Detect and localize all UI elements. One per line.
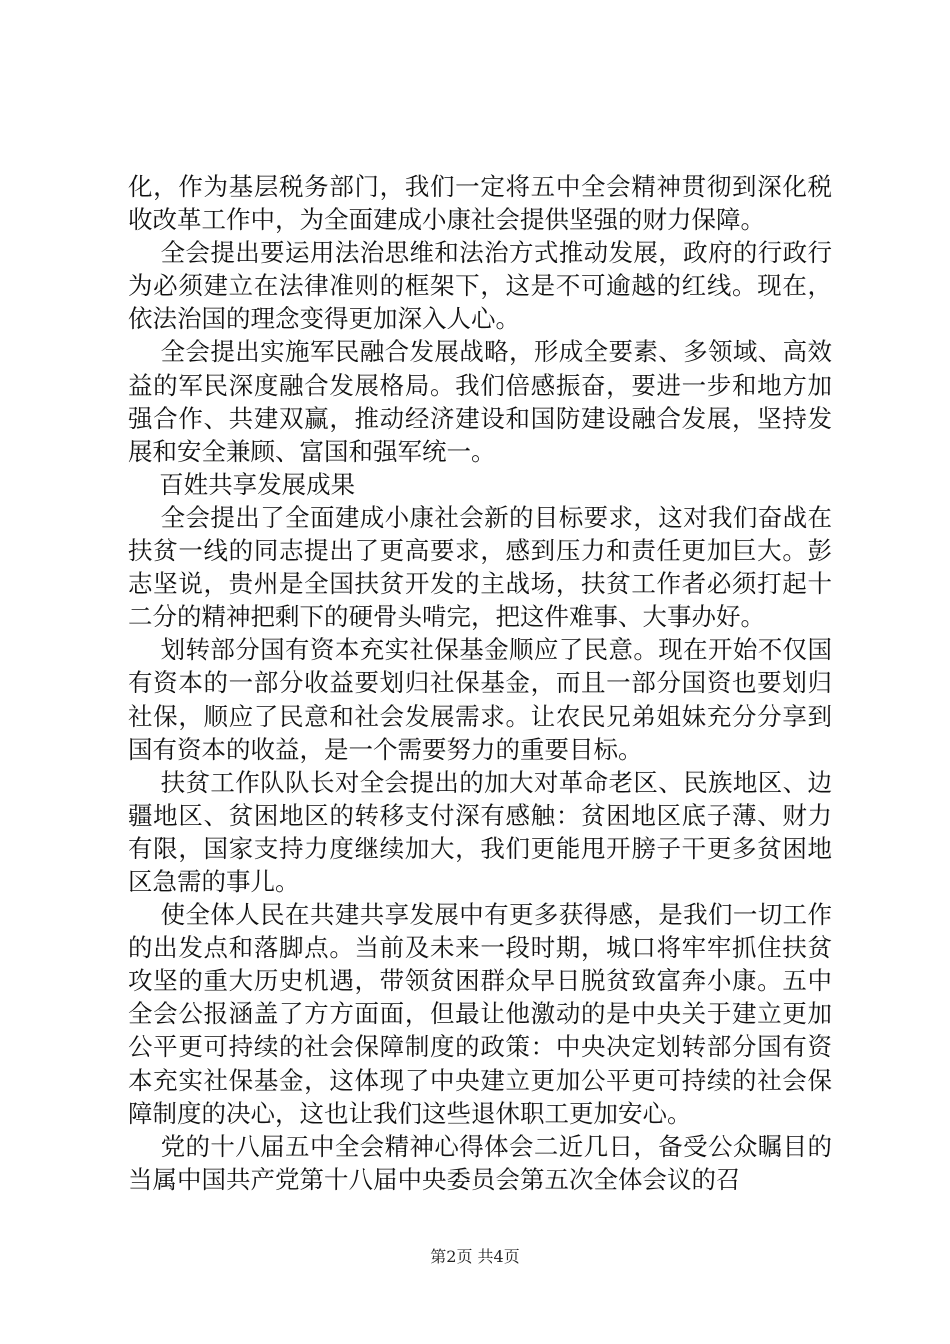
- page-footer: 第2页 共4页: [430, 1247, 520, 1266]
- paragraph-3: 全会提出实施军民融合发展战略，形成全要素、多领域、高效益的军民深度融合发展格局。我们倍感振奋，要进一步和地方加强合作、共建双赢，推动经济建设和国防建设融合发展，坚持发展和安全兼顾、富国和强军统一。: [128, 337, 833, 466]
- paragraph-2: 全会提出要运用法治思维和法治方式推动发展，政府的行政行为必须建立在法律准则的框架下，这是不可逾越的红线。现在，依法治国的理念变得更加深入人心。: [128, 238, 833, 334]
- document-body: [128, 170, 832, 1196]
- paragraph-6: 扶贫工作队队长对全会提出的加大对革命老区、民族地区、边疆地区、贫困地区的转移支付深有感触：贫困地区底子薄、财力有限，国家支持力度继续加大，我们更能甩开膀子干更多贫困地区急需的事儿。: [128, 767, 833, 896]
- paragraph-4: 全会提出了全面建成小康社会新的目标要求，这对我们奋战在扶贫一线的同志提出了更高要求，感到压力和责任更加巨大。彭志坚说，贵州是全国扶贫开发的主战场，扶贫工作者必须打起十二分的精神把剩下的硬骨头啃完，把这件难事、大事办好。: [128, 502, 833, 632]
- paragraph-1: 化，作为基层税务部门，我们一定将五中全会精神贯彻到深化税收改革工作中，为全面建成小康社会提供坚强的财力保障。: [128, 172, 832, 235]
- section-heading: 百姓共享发展成果: [128, 469, 356, 499]
- paragraph-7: 使全体人民在共建共享发展中有更多获得感，是我们一切工作的出发点和落脚点。当前及未来一段时期，城口将牢牢抓住扶贫攻坚的重大历史机遇，带领贫困群众早日脱贫致富奔小康。五中全会公报涵盖了方方面面，但最让他激动的是中央关于建立更加公平更可持续的社会保障制度的政策：中央决定划转部分国有资本充实社保基金，这体现了中央建立更加公平更可持续的社会保障制度的决心，这也让我们这些退休职工更加安心。: [128, 900, 833, 1128]
- paragraph-8: 党的十八届五中全会精神心得体会二近几日，备受公众瞩目的当属中国共产党第十八届中央委员会第五次全体会议的召: [128, 1131, 833, 1194]
- paragraph-5: 划转部分国有资本充实社保基金顺应了民意。现在开始不仅国有资本的一部分收益要划归社保基金，而且一部分国资也要划归社保，顺应了民意和社会发展需求。让农民兄弟姐妹充分分享到国有资本的收益，是一个需要努力的重要目标。: [128, 635, 833, 764]
